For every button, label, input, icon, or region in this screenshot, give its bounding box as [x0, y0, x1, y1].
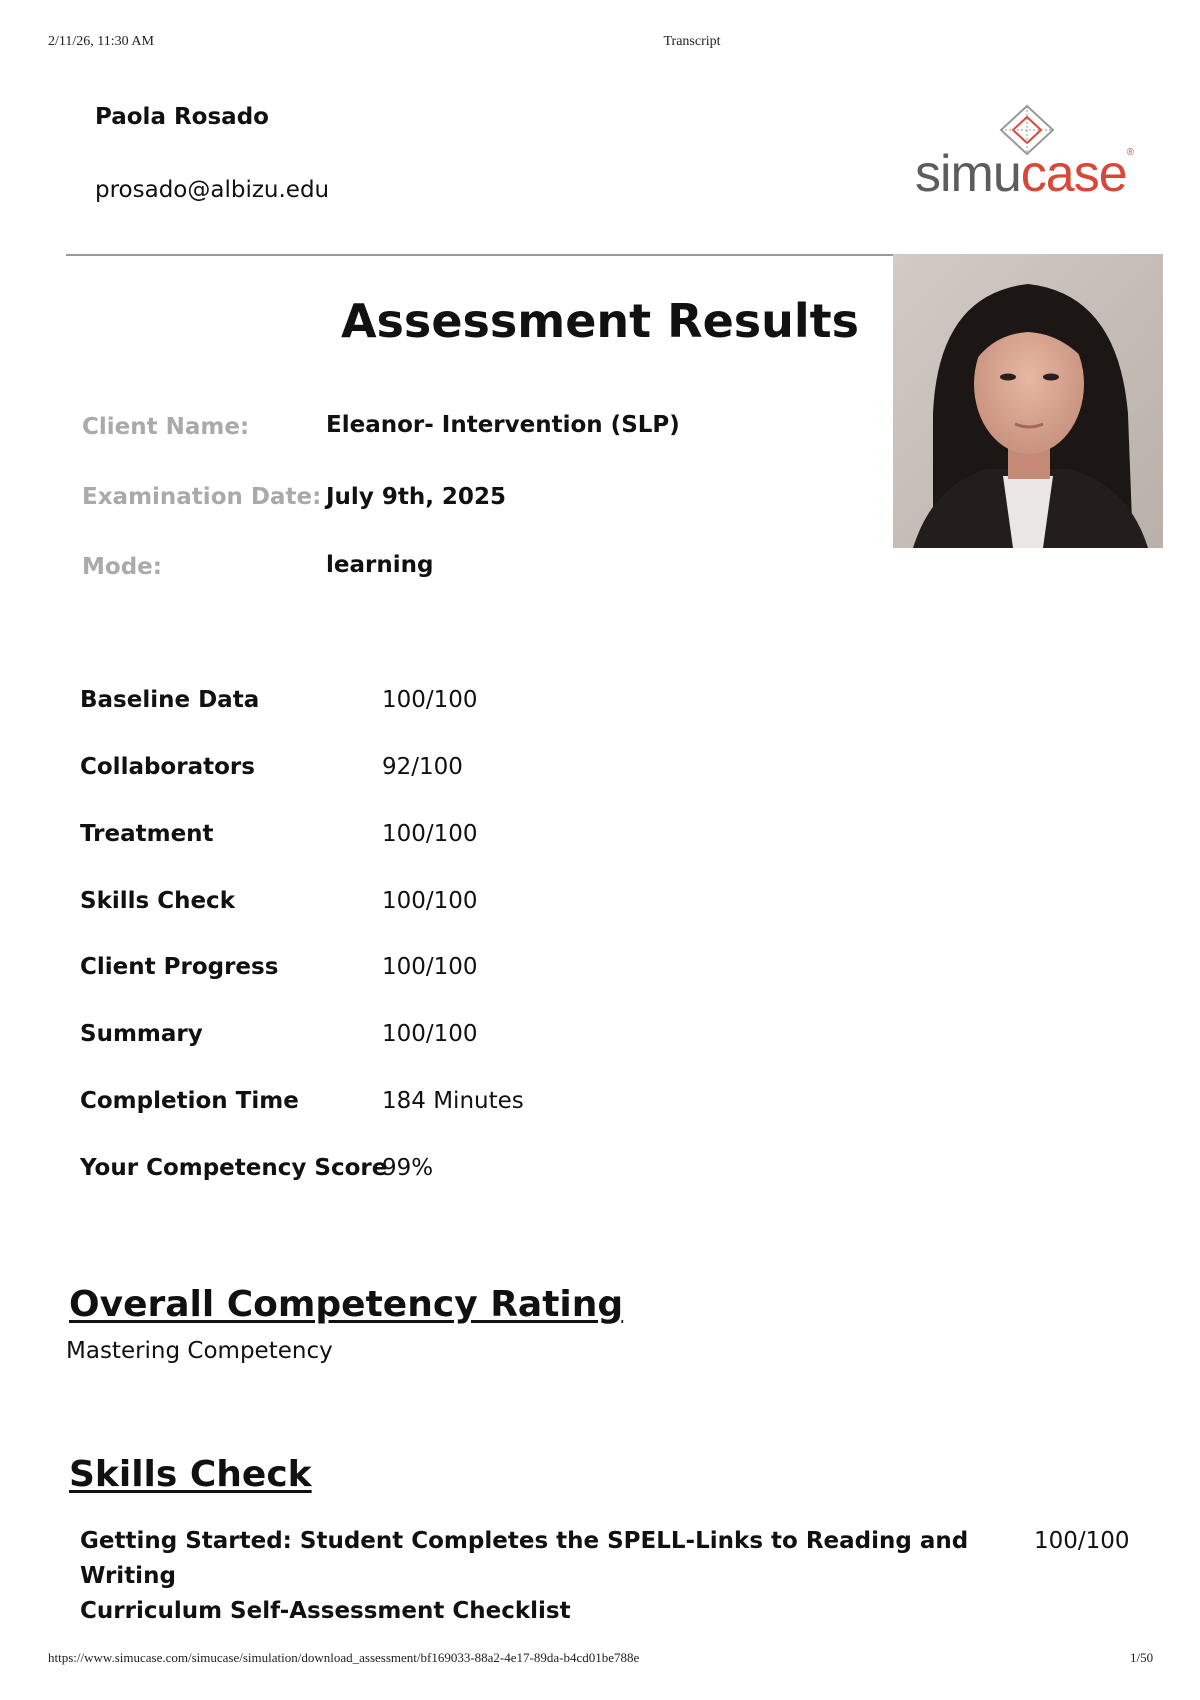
skill-item-score: 100/100: [1034, 1528, 1130, 1554]
score-value-client-progress: 100/100: [382, 954, 478, 980]
user-name: Paola Rosado: [95, 104, 269, 130]
skill-item-line: Curriculum Self-Assessment Checklist: [80, 1598, 571, 1624]
logo-text-case: case: [1020, 145, 1127, 203]
score-label-skills-check: Skills Check: [80, 888, 235, 914]
score-label-completion-time: Completion Time: [80, 1088, 299, 1114]
client-name-value: Eleanor- Intervention (SLP): [326, 412, 680, 438]
score-value-skills-check: 100/100: [382, 888, 478, 914]
skills-check-heading: Skills Check: [69, 1454, 312, 1495]
client-name-label: Client Name:: [82, 414, 250, 440]
overall-rating-heading: Overall Competency Rating: [69, 1284, 624, 1325]
header-divider: [66, 254, 896, 256]
user-email: prosado@albizu.edu: [95, 177, 330, 203]
score-value-summary: 100/100: [382, 1021, 478, 1047]
logo-wordmark: [915, 145, 1134, 203]
simucase-logo: [915, 104, 1145, 204]
print-doc-title: Transcript: [663, 34, 721, 49]
score-value-treatment: 100/100: [382, 821, 478, 847]
score-label-baseline-data: Baseline Data: [80, 687, 260, 713]
score-label-treatment: Treatment: [80, 821, 214, 847]
print-datetime: 2/11/26, 11:30 AM: [48, 34, 154, 49]
logo-text-simu: simu: [915, 145, 1021, 203]
page-title: Assessment Results: [340, 294, 860, 348]
mode-label: Mode:: [82, 554, 162, 580]
examination-date-label: Examination Date:: [82, 484, 322, 510]
skill-item-line: Getting Started: Student Completes the SPELL-Links to Reading and Writing: [80, 1528, 969, 1589]
score-value-completion-time: 184 Minutes: [382, 1088, 524, 1114]
score-label-client-progress: Client Progress: [80, 954, 279, 980]
print-page-number: 1/50: [1130, 1650, 1154, 1665]
mode-value: learning: [326, 552, 434, 578]
score-label-summary: Summary: [80, 1021, 203, 1047]
score-label-collaborators: Collaborators: [80, 754, 255, 780]
score-label-competency-score: Your Competency Score: [80, 1155, 388, 1181]
score-value-collaborators: 92/100: [382, 754, 463, 780]
print-url: https://www.simucase.com/simucase/simulation/download_assessment/bf169033-88a2-4e17-89da-b4cd01be788e: [48, 1650, 640, 1665]
examination-date-value: July 9th, 2025: [326, 484, 506, 510]
logo-registered-mark: ®: [1126, 147, 1134, 158]
score-value-competency-score: 99%: [382, 1155, 434, 1181]
skill-item-description: [80, 1524, 980, 1629]
score-value-baseline-data: 100/100: [382, 687, 478, 713]
overall-rating-value: Mastering Competency: [66, 1338, 333, 1364]
